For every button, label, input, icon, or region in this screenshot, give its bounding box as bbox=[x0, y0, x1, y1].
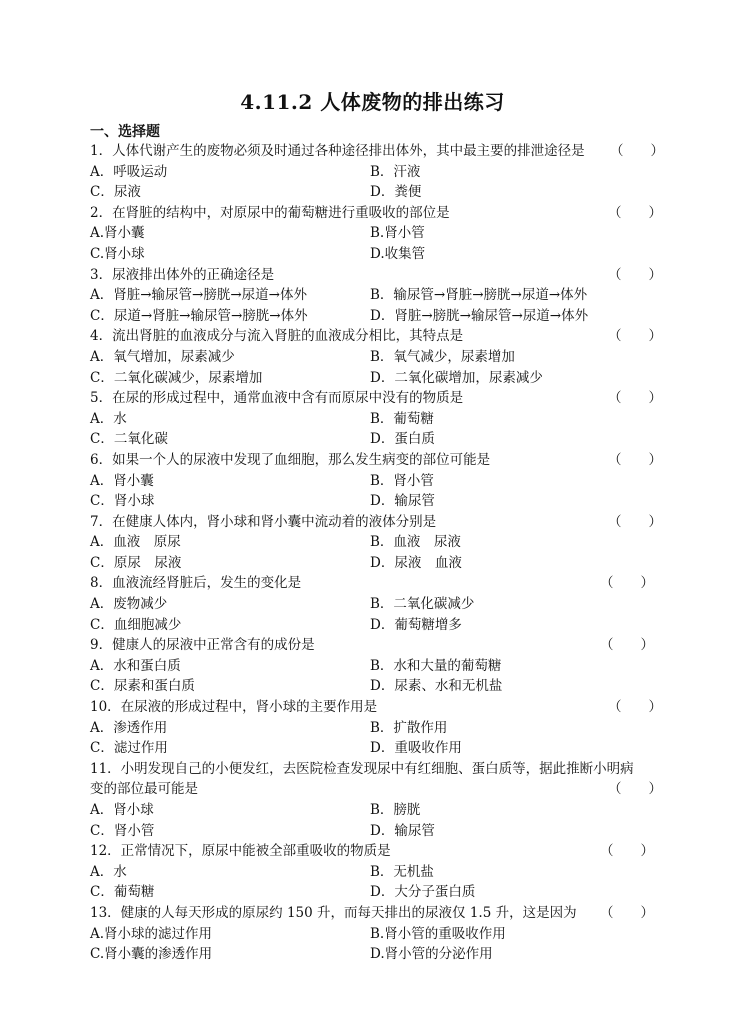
answer-blank: （ ） bbox=[608, 204, 662, 221]
question-stem: 7．在健康人体内，肾小球和肾小囊中流动着的液体分别是 bbox=[90, 513, 437, 530]
option-c: C．血细胞减少 bbox=[90, 616, 182, 633]
option-a: A．水 bbox=[90, 410, 127, 427]
option-b: B．肾小管 bbox=[370, 472, 434, 489]
option-b: B．血液 尿液 bbox=[370, 534, 461, 551]
answer-blank: （ ） bbox=[600, 637, 654, 654]
question-stem: 13．健康的人每天形成的原尿约 150 升，而每天排出的尿液仅 1.5 升，这是因为 bbox=[90, 904, 577, 921]
page-title: 4.11.2 人体废物的排出练习 bbox=[240, 90, 505, 114]
question-4 bbox=[90, 326, 662, 388]
section-heading: 一、选择题 bbox=[90, 124, 160, 140]
answer-blank: （ ） bbox=[608, 266, 662, 283]
option-a: A．血液 原尿 bbox=[90, 534, 181, 551]
question-stem: 4．流出肾脏的血液成分与流入肾脏的血液成分相比，其特点是 bbox=[90, 328, 464, 345]
option-d: D．重吸收作用 bbox=[370, 740, 462, 757]
question-13 bbox=[90, 903, 654, 965]
option-d: D.收集管 bbox=[370, 245, 426, 262]
option-c: C.肾小球 bbox=[90, 245, 145, 262]
option-b: B．氧气减少，尿素增加 bbox=[370, 348, 515, 365]
answer-blank: （ ） bbox=[600, 843, 654, 860]
option-d: D．尿液 血液 bbox=[370, 554, 462, 571]
answer-blank: （ ） bbox=[600, 575, 654, 592]
option-a: A.肾小囊 bbox=[90, 225, 145, 242]
option-a: A．废物减少 bbox=[90, 596, 168, 613]
option-d: D．肾脏→膀胱→输尿管→尿道→体外 bbox=[370, 307, 589, 324]
option-d: D．输尿管 bbox=[370, 822, 435, 839]
answer-blank: （ ） bbox=[608, 390, 662, 407]
question-stem: 8．血液流经肾脏后，发生的变化是 bbox=[90, 575, 302, 592]
option-d: D．尿素、水和无机盐 bbox=[370, 678, 503, 695]
answer-blank: （ ） bbox=[600, 904, 654, 921]
option-c: C．二氧化碳 bbox=[90, 431, 168, 448]
option-c: C.肾小囊的渗透作用 bbox=[90, 946, 213, 963]
option-b: B.肾小管的重吸收作用 bbox=[370, 925, 506, 942]
option-c: C．肾小球 bbox=[90, 493, 155, 510]
option-c: C．尿素和蛋白质 bbox=[90, 678, 195, 695]
question-12 bbox=[90, 841, 654, 903]
question-stem: 2．在肾脏的结构中，对原尿中的葡萄糖进行重吸收的部位是 bbox=[90, 204, 450, 221]
option-d: D．大分子蛋白质 bbox=[370, 884, 476, 901]
option-b: B．扩散作用 bbox=[370, 719, 448, 736]
answer-blank: （ ） bbox=[610, 143, 664, 159]
option-a: A．水 bbox=[90, 863, 127, 880]
answer-blank: （ ） bbox=[608, 513, 662, 530]
option-b: B．膀胱 bbox=[370, 802, 421, 818]
option-d: D．葡萄糖增多 bbox=[370, 616, 462, 633]
question-stem: 6．如果一个人的尿液中发现了血细胞，那么发生病变的部位可能是 bbox=[90, 451, 491, 468]
option-a: A．肾小囊 bbox=[90, 472, 154, 489]
option-c: C．原尿 尿液 bbox=[90, 554, 182, 571]
question-stem: 3．尿液排出体外的正确途径是 bbox=[90, 266, 275, 283]
option-b: B.肾小管 bbox=[370, 225, 425, 242]
option-d: D．蛋白质 bbox=[370, 431, 435, 448]
option-c: C．尿液 bbox=[90, 184, 141, 201]
option-a: A.肾小球的滤过作用 bbox=[90, 925, 213, 942]
option-c: C．二氧化碳减少，尿素增加 bbox=[90, 369, 263, 386]
option-b: B．葡萄糖 bbox=[370, 410, 434, 427]
question-8 bbox=[90, 573, 654, 635]
option-b: B．二氧化碳减少 bbox=[370, 596, 475, 613]
option-c: C．肾小管 bbox=[90, 822, 155, 839]
option-a: A．氧气增加，尿素减少 bbox=[90, 348, 235, 365]
option-c: C．葡萄糖 bbox=[90, 884, 155, 901]
option-d: D．粪便 bbox=[370, 184, 422, 201]
option-b: B．水和大量的葡萄糖 bbox=[370, 657, 502, 674]
answer-blank: （ ） bbox=[608, 451, 662, 468]
option-b: B．输尿管→肾脏→膀胱→尿道→体外 bbox=[370, 287, 588, 304]
question-5 bbox=[90, 388, 662, 450]
question-stem: 1．人体代谢产生的废物必须及时通过各种途径排出体外，其中最主要的排泄途径是 bbox=[90, 143, 585, 159]
question-stem: 12．正常情况下，原尿中能被全部重吸收的物质是 bbox=[90, 843, 391, 860]
question-3 bbox=[90, 265, 662, 327]
option-a: A．肾脏→输尿管→膀胱→尿道→体外 bbox=[90, 287, 307, 304]
question-stem-continued: 变的部位最可能是 bbox=[90, 781, 198, 798]
option-d: D．二氧化碳增加，尿素减少 bbox=[370, 369, 543, 386]
question-stem: 5．在尿的形成过程中，通常血液中含有而原尿中没有的物质是 bbox=[90, 390, 464, 407]
answer-blank: （ ） bbox=[608, 699, 662, 716]
answer-blank: （ ） bbox=[608, 781, 662, 798]
question-stem: 11．小明发现自己的小便发红，去医院检查发现尿中有红细胞、蛋白质等，据此推断小明病 bbox=[90, 760, 634, 777]
question-2 bbox=[90, 203, 662, 265]
option-d: D．输尿管 bbox=[370, 493, 435, 510]
question-list bbox=[90, 141, 664, 965]
question-9 bbox=[90, 635, 654, 697]
option-a: A．水和蛋白质 bbox=[90, 657, 181, 674]
question-stem: 10．在尿液的形成过程中，肾小球的主要作用是 bbox=[90, 699, 378, 716]
question-11 bbox=[90, 759, 662, 841]
question-6 bbox=[90, 450, 662, 512]
option-b: B．无机盐 bbox=[370, 863, 434, 880]
question-1 bbox=[90, 141, 664, 203]
option-b: B．汗液 bbox=[370, 163, 421, 180]
option-c: C．滤过作用 bbox=[90, 740, 168, 757]
question-7 bbox=[90, 512, 662, 574]
question-10 bbox=[90, 697, 662, 759]
option-d: D.肾小管的分泌作用 bbox=[370, 946, 493, 963]
option-a: A．渗透作用 bbox=[90, 719, 168, 736]
question-stem: 9．健康人的尿液中正常含有的成份是 bbox=[90, 637, 315, 654]
option-a: A．呼吸运动 bbox=[90, 163, 168, 180]
option-c: C．尿道→肾脏→输尿管→膀胱→体外 bbox=[90, 307, 308, 324]
option-a: A．肾小球 bbox=[90, 802, 154, 818]
answer-blank: （ ） bbox=[608, 328, 662, 345]
